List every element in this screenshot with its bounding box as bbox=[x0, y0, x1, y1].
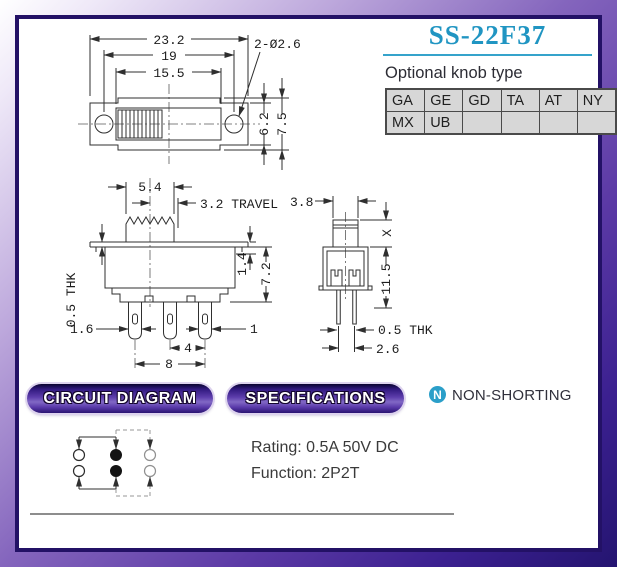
knob-cell: GA bbox=[386, 89, 425, 112]
knob-cell bbox=[501, 112, 539, 135]
circuit-diagram-label: CIRCUIT DIAGRAM bbox=[43, 389, 197, 407]
knob-type-heading: Optional knob type bbox=[385, 64, 523, 82]
non-shorting-icon: N bbox=[429, 386, 446, 403]
dim-front-pin-offset-right: 1 bbox=[250, 322, 258, 337]
knob-cell bbox=[463, 112, 501, 135]
dim-front-plate-thickness: 0.5 THK bbox=[64, 272, 79, 328]
specifications-label: SPECIFICATIONS bbox=[245, 389, 386, 407]
rating-line: Rating: 0.5A 50V DC bbox=[251, 439, 399, 456]
knob-cell: MX bbox=[386, 112, 425, 135]
title-underline bbox=[383, 54, 592, 56]
dim-front-travel: 3.2 TRAVEL bbox=[200, 197, 279, 212]
circuit-solid-links bbox=[79, 437, 116, 489]
knob-cell: UB bbox=[425, 112, 463, 135]
function-line: Function: 2P2T bbox=[251, 465, 360, 482]
dim-front-pin-span: 8 bbox=[165, 357, 173, 372]
knob-table-row bbox=[386, 112, 616, 135]
side-view-drawing bbox=[290, 172, 465, 377]
knob-table-row bbox=[386, 89, 616, 112]
non-shorting-label: NON-SHORTING bbox=[452, 387, 572, 404]
circuit-terminals bbox=[74, 450, 156, 477]
circuit-diagram-figure bbox=[45, 424, 180, 512]
knob-cell: AT bbox=[539, 89, 577, 112]
dim-side-body-height: 11.5 bbox=[379, 263, 394, 295]
dim-side-knob-width: 3.8 bbox=[290, 195, 314, 210]
dim-front-pin-offset-left: 1.6 bbox=[70, 322, 94, 337]
knob-cell: GE bbox=[425, 89, 463, 112]
dim-side-pin-thickness: 0.5 THK bbox=[378, 323, 433, 338]
specifications-block bbox=[251, 435, 399, 487]
knob-cell: NY bbox=[577, 89, 616, 112]
dim-top-hole-callout: 2-Ø2.6 bbox=[254, 37, 301, 52]
top-view-centerlines bbox=[78, 84, 260, 164]
dim-side-knob-height: X bbox=[380, 229, 395, 237]
knob-cell bbox=[539, 112, 577, 135]
dim-top-overall-width: 23.2 bbox=[153, 33, 185, 48]
dim-top-slot-length: 15.5 bbox=[153, 66, 185, 81]
dim-front-flange-offset: 1.4 bbox=[235, 252, 250, 276]
dim-front-body-height: 7.2 bbox=[259, 262, 274, 286]
knob-cell: GD bbox=[463, 89, 501, 112]
dim-top-hole-spacing: 19 bbox=[161, 49, 177, 64]
top-view-drawing bbox=[50, 24, 310, 172]
dim-top-end-height: 6.2 bbox=[257, 112, 272, 136]
knob-type-table bbox=[385, 88, 617, 135]
knob-cell: TA bbox=[501, 89, 539, 112]
dim-side-pin-pitch: 2.6 bbox=[376, 342, 400, 357]
page-title: SS-22F37 bbox=[428, 20, 547, 50]
front-view-body bbox=[90, 217, 248, 339]
bottom-divider bbox=[30, 513, 454, 515]
circuit-diagram-header bbox=[27, 384, 213, 413]
knob-cell bbox=[577, 112, 616, 135]
specifications-header bbox=[227, 384, 404, 413]
dim-top-body-height: 7.5 bbox=[275, 112, 290, 136]
dim-front-knob-width: 5.4 bbox=[138, 180, 162, 195]
front-view-drawing bbox=[50, 172, 300, 377]
dim-front-pin-pitch: 4 bbox=[184, 341, 192, 356]
circuit-dashed-links bbox=[116, 430, 150, 496]
